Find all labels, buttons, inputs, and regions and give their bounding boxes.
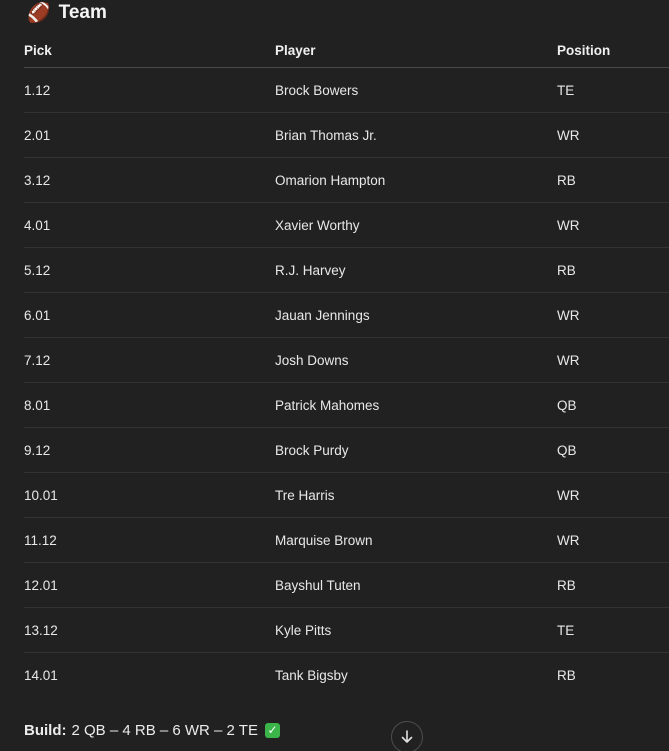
table-row — [24, 563, 669, 608]
cell-pick: 6.01 — [24, 293, 275, 338]
header-position: Position — [557, 33, 669, 68]
cell-pick: 7.12 — [24, 338, 275, 383]
cell-pick: 3.12 — [24, 158, 275, 203]
table-row — [24, 473, 669, 518]
cell-pick: 11.12 — [24, 518, 275, 563]
cell-position: WR — [557, 518, 669, 563]
cell-player: Patrick Mahomes — [275, 383, 557, 428]
cell-position: WR — [557, 113, 669, 158]
build-label: Build: — [24, 722, 67, 739]
cell-player: Brock Bowers — [275, 68, 557, 113]
cell-pick: 12.01 — [24, 563, 275, 608]
cell-position: RB — [557, 667, 576, 683]
cell-pick: 14.01 — [24, 667, 58, 683]
table-row — [24, 518, 669, 563]
cell-player: Tre Harris — [275, 473, 557, 518]
table-row — [24, 338, 669, 383]
table-row — [24, 608, 669, 653]
football-icon: 🏈 — [27, 3, 51, 24]
check-icon: ✓ — [265, 723, 280, 738]
cell-player: Kyle Pitts — [275, 608, 557, 653]
cell-player: Josh Downs — [275, 338, 557, 383]
cell-position: QB — [557, 383, 669, 428]
cell-player: Xavier Worthy — [275, 203, 557, 248]
header-player: Player — [275, 33, 557, 68]
team-heading — [27, 0, 107, 26]
team-title: Team — [58, 2, 107, 23]
table-row — [24, 653, 669, 698]
cell-position: TE — [557, 68, 669, 113]
cell-pick: 9.12 — [24, 428, 275, 473]
table-row — [24, 293, 669, 338]
table-row — [24, 203, 669, 248]
cell-pick: 13.12 — [24, 608, 275, 653]
cell-pick: 8.01 — [24, 383, 275, 428]
cell-pick: 5.12 — [24, 248, 275, 293]
build-text: 2 QB – 4 RB – 6 WR – 2 TE — [71, 722, 258, 739]
cell-position: QB — [557, 428, 669, 473]
header-pick: Pick — [24, 33, 275, 68]
cell-position: TE — [557, 608, 669, 653]
scroll-down-button[interactable] — [391, 721, 423, 751]
cell-player: Marquise Brown — [275, 518, 557, 563]
build-summary — [24, 722, 280, 739]
arrow-down-icon — [399, 729, 415, 745]
cell-position: RB — [557, 248, 669, 293]
cell-pick: 1.12 — [24, 68, 275, 113]
cell-position: WR — [557, 293, 669, 338]
cell-player: Jauan Jennings — [275, 293, 557, 338]
cell-player: Brock Purdy — [275, 428, 557, 473]
cell-player: R.J. Harvey — [275, 248, 557, 293]
table-row — [24, 158, 669, 203]
table-row — [24, 428, 669, 473]
cell-pick: 2.01 — [24, 113, 275, 158]
table-row — [24, 383, 669, 428]
cell-player: Bayshul Tuten — [275, 563, 557, 608]
table-row — [24, 68, 669, 113]
cell-player: Omarion Hampton — [275, 158, 557, 203]
team-table — [24, 33, 669, 697]
cell-pick: 4.01 — [24, 203, 275, 248]
cell-player: Brian Thomas Jr. — [275, 113, 557, 158]
cell-position: WR — [557, 473, 669, 518]
cell-position: RB — [557, 563, 669, 608]
cell-player: Tank Bigsby — [275, 667, 348, 683]
table-row — [24, 248, 669, 293]
cell-position: WR — [557, 338, 669, 383]
table-row — [24, 113, 669, 158]
cell-position: RB — [557, 158, 669, 203]
cell-position: WR — [557, 203, 669, 248]
cell-pick: 10.01 — [24, 473, 275, 518]
table-header-row — [24, 33, 669, 68]
